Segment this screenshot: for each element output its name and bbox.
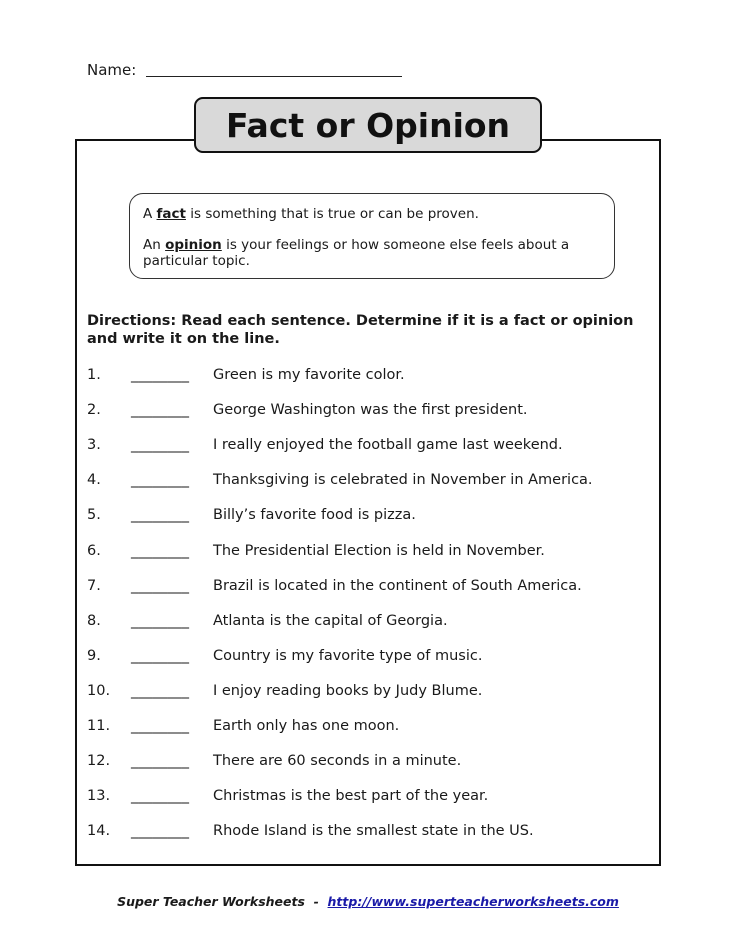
footer-link[interactable]: http://www.superteacherworksheets.com xyxy=(327,894,619,909)
question-number: 2. xyxy=(87,402,101,418)
question-row xyxy=(87,505,647,525)
question-sentence: Rhode Island is the smallest state in the US. xyxy=(213,823,534,839)
question-row xyxy=(87,786,647,806)
opinion-prefix: An xyxy=(143,237,166,253)
question-sentence: Green is my favorite color. xyxy=(213,367,405,383)
question-sentence: I really enjoyed the football game last weekend. xyxy=(213,437,563,453)
question-row xyxy=(87,681,647,701)
question-sentence: George Washington was the first president. xyxy=(213,402,528,418)
question-row xyxy=(87,646,647,666)
question-sentence: I enjoy reading books by Judy Blume. xyxy=(213,683,483,699)
name-line[interactable] xyxy=(146,76,402,77)
question-number: 1. xyxy=(87,367,101,383)
question-number: 3. xyxy=(87,437,101,453)
question-sentence: Christmas is the best part of the year. xyxy=(213,788,489,804)
question-row xyxy=(87,400,647,420)
footer-separator: - xyxy=(304,894,328,909)
fact-rest: is something that is true or can be proven. xyxy=(185,206,479,222)
opinion-term: opinion xyxy=(165,237,222,253)
question-row xyxy=(87,611,647,631)
answer-blank[interactable]: ________ xyxy=(131,683,189,699)
answer-blank[interactable]: ________ xyxy=(131,437,189,453)
question-number: 13. xyxy=(87,788,111,804)
name-label: Name: xyxy=(87,61,137,79)
answer-blank[interactable]: ________ xyxy=(131,578,189,594)
question-sentence: Atlanta is the capital of Georgia. xyxy=(213,613,448,629)
question-sentence: There are 60 seconds in a minute. xyxy=(213,753,462,769)
question-number: 5. xyxy=(87,507,101,523)
question-number: 7. xyxy=(87,578,101,594)
answer-blank[interactable]: ________ xyxy=(131,402,189,418)
fact-term: fact xyxy=(156,206,186,222)
question-sentence: Billy’s favorite food is pizza. xyxy=(213,507,416,523)
answer-blank[interactable]: ________ xyxy=(131,648,189,664)
worksheet-title: Fact or Opinion xyxy=(194,97,542,153)
question-row xyxy=(87,365,647,385)
question-number: 12. xyxy=(87,753,111,769)
answer-blank[interactable]: ________ xyxy=(131,472,189,488)
question-row xyxy=(87,716,647,736)
fact-prefix: A xyxy=(143,206,157,222)
question-number: 14. xyxy=(87,823,111,839)
answer-blank[interactable]: ________ xyxy=(131,507,189,523)
answer-blank[interactable]: ________ xyxy=(131,367,189,383)
answer-blank[interactable]: ________ xyxy=(131,788,189,804)
question-number: 8. xyxy=(87,613,101,629)
fact-definition xyxy=(143,206,600,222)
question-sentence: Brazil is located in the continent of South America. xyxy=(213,578,582,594)
question-row xyxy=(87,576,647,596)
answer-blank[interactable]: ________ xyxy=(131,613,189,629)
question-number: 10. xyxy=(87,683,111,699)
footer-brand: Super Teacher Worksheets xyxy=(117,894,305,909)
question-row xyxy=(87,821,647,841)
directions-text: Directions: Read each sentence. Determine if it is a fact or opinion and write it on the line. xyxy=(87,313,634,347)
definitions-box xyxy=(129,193,615,279)
opinion-rest: is your feelings or how someone else feels about a particular topic. xyxy=(143,237,570,269)
opinion-definition xyxy=(143,237,600,269)
footer xyxy=(0,894,736,909)
answer-blank[interactable]: ________ xyxy=(131,823,189,839)
question-sentence: The Presidential Election is held in November. xyxy=(213,543,545,559)
question-number: 4. xyxy=(87,472,101,488)
question-number: 11. xyxy=(87,718,111,734)
question-sentence: Thanksgiving is celebrated in November in America. xyxy=(213,472,593,488)
question-number: 9. xyxy=(87,648,101,664)
question-sentence: Earth only has one moon. xyxy=(213,718,400,734)
question-row xyxy=(87,541,647,561)
answer-blank[interactable]: ________ xyxy=(131,718,189,734)
question-row xyxy=(87,470,647,490)
question-sentence: Country is my favorite type of music. xyxy=(213,648,483,664)
question-number: 6. xyxy=(87,543,101,559)
question-row xyxy=(87,435,647,455)
answer-blank[interactable]: ________ xyxy=(131,543,189,559)
answer-blank[interactable]: ________ xyxy=(131,753,189,769)
question-row xyxy=(87,751,647,771)
